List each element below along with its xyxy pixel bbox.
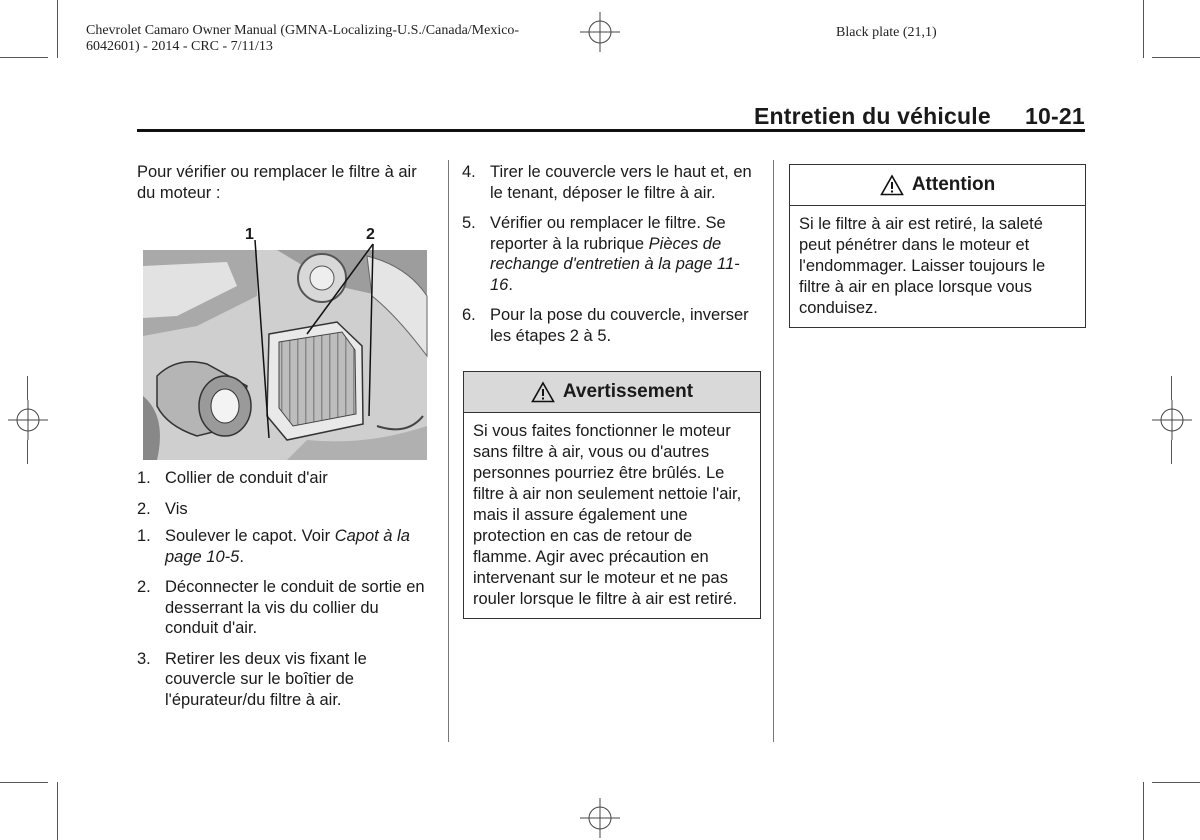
crop-mark xyxy=(1143,782,1144,840)
registration-mark-icon xyxy=(1152,400,1192,440)
figure-callout-2: 2 xyxy=(366,226,375,243)
plate-label: Black plate (21,1) xyxy=(836,25,937,40)
crop-mark xyxy=(1171,376,1172,400)
registration-mark-icon xyxy=(8,400,48,440)
step-item: 1. Soulever le capot. Voir Capot à la page 10-5. xyxy=(137,527,410,566)
step-item: 5. Vérifier ou remplacer le filtre. Se reporter à la rubrique Pièces de rechange d'entretien à la page 11-16. xyxy=(462,214,740,294)
registration-mark-icon xyxy=(580,12,620,52)
crop-mark xyxy=(1152,57,1200,58)
crop-mark xyxy=(1171,440,1172,464)
column-divider xyxy=(448,160,449,742)
caution-text: Si le filtre à air est retiré, la saleté peut pénétrer dans le moteur et l'endommager. Laisser toujours le filtre à air en place lorsque vous conduisez. xyxy=(799,215,1046,317)
crop-mark xyxy=(0,57,48,58)
figure-callout-1: 1 xyxy=(245,226,254,243)
crop-mark xyxy=(1152,782,1200,783)
crop-mark xyxy=(1143,0,1144,58)
crop-mark xyxy=(27,376,28,400)
step-item: 2. Déconnecter le conduit de sortie en desserrant la vis du collier du conduit d'air. xyxy=(137,578,425,637)
warning-triangle-icon xyxy=(531,381,555,403)
document-info-line-2: 6042601) - 2014 - CRC - 7/11/13 xyxy=(86,39,273,54)
crop-mark xyxy=(27,440,28,464)
legend-item: 1. Collier de conduit d'air xyxy=(137,469,328,487)
figure-legend xyxy=(137,468,437,529)
step-item: 4. Tirer le couvercle vers le haut et, en le tenant, déposer le filtre à air. xyxy=(462,163,752,202)
intro-text: Pour vérifier ou remplacer le filtre à air du moteur : xyxy=(137,163,417,202)
warning-triangle-icon xyxy=(880,174,904,196)
section-title: Entretien du véhicule xyxy=(754,103,991,129)
page-number: 10-21 xyxy=(1025,103,1085,129)
warning-header xyxy=(464,372,760,413)
cross-reference-link[interactable]: Capot à la page 10-5 xyxy=(165,527,410,566)
column-divider xyxy=(773,160,774,742)
cross-reference-link[interactable]: Pièces de rechange d'entretien à la page 11-16 xyxy=(490,234,740,294)
crop-mark xyxy=(57,0,58,58)
document-info-line-1: Chevrolet Camaro Owner Manual (GMNA-Localizing-U.S./Canada/Mexico- xyxy=(86,23,520,38)
engine-air-filter-figure xyxy=(137,226,437,462)
step-item: 3. Retirer les deux vis fixant le couvercle sur le boîtier de l'épurateur/du filtre à air. xyxy=(137,649,367,709)
crop-mark xyxy=(0,782,48,783)
caution-title: Attention xyxy=(911,174,996,195)
caution-header xyxy=(790,165,1085,206)
registration-mark-icon xyxy=(580,798,620,838)
header-rule xyxy=(137,129,1085,132)
crop-mark xyxy=(57,782,58,840)
caution-box xyxy=(789,164,1086,328)
warning-text: Si vous faites fonctionner le moteur sans filtre à air, vous ou d'autres personnes pourriez être brûlés. Le filtre à air non seulement nettoie l'air, mais il assure également une protection en cas de retour de flamme. Agir avec précaution en intervenant sur le moteur et ne pas rouler lorsque le filtre à air est retiré. xyxy=(473,422,742,608)
procedure-steps-col1 xyxy=(137,526,435,720)
procedure-steps-col2 xyxy=(462,162,760,356)
warning-box xyxy=(463,371,761,619)
warning-title: Avertissement xyxy=(562,381,694,402)
legend-item: 2. Vis xyxy=(137,499,188,518)
step-item: 6. Pour la pose du couvercle, inverser les étapes 2 à 5. xyxy=(462,306,749,345)
